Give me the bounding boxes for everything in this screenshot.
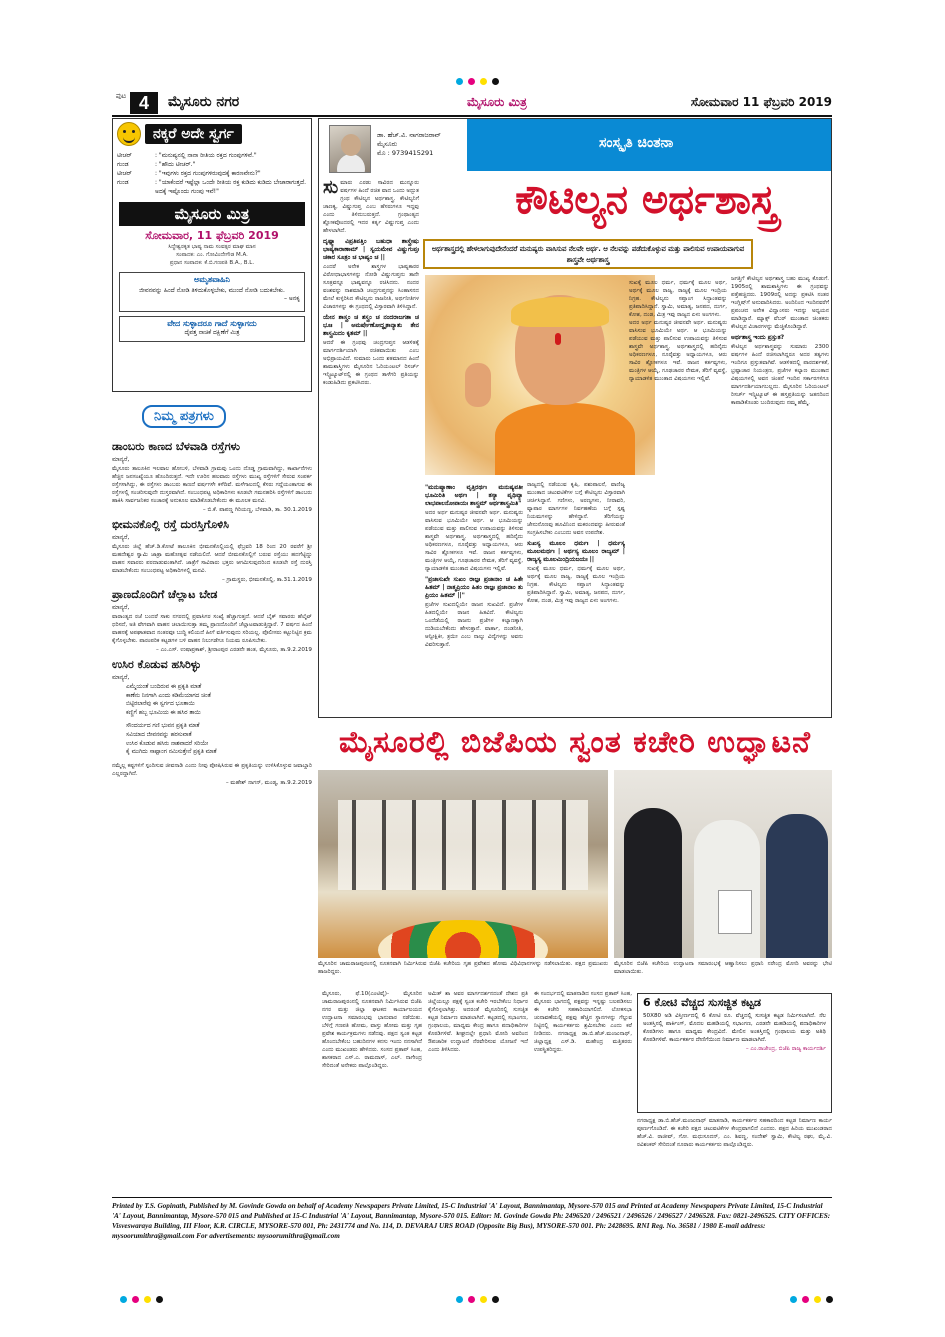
letter-salutation: ಮಾನ್ಯರೆ,	[112, 456, 130, 463]
drop-cap: ಸು	[323, 179, 339, 198]
registration-dots-bottom-right	[790, 1296, 833, 1303]
letter-salutation: ಮಾನ್ಯರೆ,	[112, 534, 130, 541]
poem-line: ಸೌಂದರ್ಯದ ಗಣಿ ಭುವನ ಪ್ರಕೃತಿ ಮಾತೆ	[126, 723, 200, 730]
page-header	[112, 92, 832, 114]
quote-box	[119, 272, 305, 312]
proverb-body: ದೈವತ್ತ ನಾಚಿಕೆ ದಕ್ಷಿಣೆಗೆ ಮಿತ್ರ	[184, 329, 240, 336]
author-name: ಡಾ. ಹೆಚ್.ವಿ. ನಾಗರಾಜರಾವ್	[377, 131, 441, 139]
letter-headline: ಭೀಮನಕೊಲ್ಲಿ ರಸ್ತೆ ದುರಸ್ತಿಗೊಳಿಸಿ	[112, 518, 229, 531]
article-verse: "ಮನುಷ್ಯಾಣಾಂ ವೃತ್ತಿರರ್ಥಃ ಮನುಷ್ಯವತೀ ಭೂಮಿರಿತಿ ಅರ್ಥಃ | ತಸ್ಯಾ ಪೃಥಿವ್ಯಾ ಲಾಭಪಾಲನೋಪಾಯಃ ಶಾಸ್ತ್ರಮ್ ಅರ್ಥಶಾಸ್ತ್ರಮಿತಿ"	[425, 484, 523, 507]
registration-dots-top	[456, 78, 499, 85]
pm-meeting-photo	[614, 770, 832, 958]
article-text: ಜಗತ್ತಿಗೆ ಕೌಟಿಲ್ಯನ ಅರ್ಥಶಾಸ್ತ್ರ ಬಹು ಮುಖ್ಯ ಕೊಡುಗೆ. 1905ರಲ್ಲಿ ಶಾಮಶಾಸ್ತ್ರಿಗಳು ಈ ಗ್ರಂಥವನ್ನು ಪತ್ತೆಹಚ್ಚಿದರು. 1909ರಲ್ಲಿ ಅದನ್ನು ಪ್ರಕಟಿಸಿ ನಂತರ ಇಂಗ್ಲಿಷ್‌ಗೆ ಅನುವಾದಿಸಿದರು. ಅಂದಿನಿಂದ ಇಂದಿನವರೆಗೆ ಪ್ರಪಂಚದ ಅನೇಕ ವಿದ್ವಾಂಸರು ಇದನ್ನು ಅಧ್ಯಯನ ಮಾಡಿದ್ದಾರೆ. ಮ್ಯಾಕ್ಸ್ ವೆಬರ್ ಮುಂತಾದ ಚಿಂತಕರು ಕೌಟಿಲ್ಯನ ವಿಚಾರಗಳನ್ನು ಮೆಚ್ಚಿಕೊಂಡಿದ್ದಾರೆ.	[731, 276, 829, 330]
masthead-date: ಸೋಮವಾರ, 11 ಫೆಬ್ರವರಿ 2019	[145, 229, 279, 242]
news-column-1: ಮೈಸೂರು, ಫೆ.10(ಎಂಟಿವೈ)- ಮೈಸೂರಿನ ಚಾಮರಾಜಪುರಂನಲ್ಲಿ ನೂತನವಾಗಿ ನಿರ್ಮಿಸಿರುವ ಬಿಜೆಪಿ ನಗರ ಮತ್ತು ಜಿಲ್ಲಾ ಘಟಕದ ಕಾರ್ಯಾಲಯದ ಉದ್ಘಾಟನಾ ಸಮಾರಂಭವು ಭಾನುವಾರ ನಡೆಯಿತು. ಬೆಳಿಗ್ಗೆ ಗಣಪತಿ ಹೋಮ, ವಾಸ್ತು ಹೋಮ ಮತ್ತು ಗೃಹ ಪ್ರವೇಶ ಕಾರ್ಯಕ್ರಮಗಳು ನಡೆದವು. ಪಕ್ಷದ ಸ್ವಂತ ಕಟ್ಟಡ ಹೊಂದಬೇಕೆಂಬ ಬಹುದಿನಗಳ ಕನಸು ಇಂದು ನನಸಾಗಿದೆ ಎಂದು ಮುಖಂಡರು ಹೇಳಿದರು. ಸಂಸದ ಪ್ರತಾಪ್ ಸಿಂಹ, ಶಾಸಕರಾದ ಎಸ್.ಎ. ರಾಮದಾಸ್, ಎಲ್. ನಾಗೇಂದ್ರ ಸೇರಿದಂತೆ ಅನೇಕರು ಪಾಲ್ಗೊಂಡಿದ್ದರು.	[322, 991, 422, 1069]
author-info	[377, 131, 441, 158]
news-column-3: ಈ ಸಂದರ್ಭದಲ್ಲಿ ಮಾತನಾಡಿದ ಸಂಸದ ಪ್ರತಾಪ್ ಸಿಂಹ, ಮೈಸೂರು ಭಾಗದಲ್ಲಿ ಪಕ್ಷವನ್ನು ಇನ್ನಷ್ಟು ಬಲಪಡಿಸಲು ಈ ಕಚೇರಿ ಸಹಕಾರಿಯಾಗಲಿದೆ. ಲೋಕಸಭಾ ಚುನಾವಣೆಯಲ್ಲಿ ಪಕ್ಷವು ಹೆಚ್ಚಿನ ಸ್ಥಾನಗಳನ್ನು ಗೆಲ್ಲುವ ನಿಟ್ಟಿನಲ್ಲಿ ಕಾರ್ಯಕರ್ತರು ಶ್ರಮಿಸಬೇಕು ಎಂದು ಕರೆ ನೀಡಿದರು. ನಗರಾಧ್ಯಕ್ಷ ಡಾ.ಬಿ.ಹೆಚ್.ಮಂಜುನಾಥ್, ಜಿಲ್ಲಾಧ್ಯಕ್ಷ ಎಸ್.ಡಿ. ಮಹೇಂದ್ರ ಮತ್ತಿತರರು ಉಪಸ್ಥಿತರಿದ್ದರು.	[534, 991, 632, 1053]
box-body: 50X80 ಅಡಿ ವಿಸ್ತೀರ್ಣದಲ್ಲಿ 6 ಕೋಟಿ ರೂ. ವೆಚ್ಚದಲ್ಲಿ ಸುಸಜ್ಜಿತ ಕಟ್ಟಡ ನಿರ್ಮಿಸಲಾಗಿದೆ. ನೆಲ ಅಂತಸ್ತಿನಲ್ಲಿ ಪಾರ್ಕಿಂಗ್, ಮೊದಲ ಮಹಡಿಯಲ್ಲಿ ಸಭಾಂಗಣ, ಎರಡನೇ ಮಹಡಿಯಲ್ಲಿ ಪದಾಧಿಕಾರಿಗಳ ಕೊಠಡಿಗಳು ಹಾಗೂ ಮಾಧ್ಯಮ ಕೇಂದ್ರವಿದೆ. ಮೇಲಿನ ಅಂತಸ್ತಿನಲ್ಲಿ ಗ್ರಂಥಾಲಯ ಮತ್ತು ಅತಿಥಿ ಕೊಠಡಿಗಳಿವೆ. ಕಾರ್ಯಕರ್ತರ ದೇಣಿಗೆಯಿಂದ ನಿರ್ಮಾಣ ಮಾಡಲಾಗಿದೆ.	[643, 1013, 826, 1043]
article-text: ರಾಜ್ಯದಲ್ಲಿ ನಡೆಯುವ ಕೃಷಿ, ಪಶುಪಾಲನೆ, ವಾಣಿಜ್ಯ ಮುಂತಾದ ಚಟುವಟಿಕೆಗಳ ಬಗ್ಗೆ ಕೌಟಿಲ್ಯನು ವಿಸ್ತಾರವಾಗಿ ಚರ್ಚಿಸಿದ್ದಾನೆ. ಗಣಿಗಳು, ಅರಣ್ಯಗಳು, ನೀರಾವರಿ, ವ್ಯಾಪಾರ ಮಾರ್ಗಗಳ ನಿರ್ವಹಣೆಯ ಬಗ್ಗೆ ಸ್ಪಷ್ಟ ನಿಯಮಗಳನ್ನು ಹೇಳಿದ್ದಾನೆ. ತೆರಿಗೆಯನ್ನು ಜೇನುನೊಣವು ಹೂವಿನಿಂದ ಮಕರಂದವನ್ನು ಹೀರುವಂತೆ ಸಂಗ್ರಹಿಸಬೇಕು ಎಂಬುದು ಅವನ ಉಪದೇಶ.	[527, 482, 625, 536]
article-subhead: ಅರ್ಥಶಾಸ್ತ್ರ ಇಂದು ಪ್ರಸ್ತುತ?	[731, 334, 785, 341]
print-line: Printed by T.S. Gopinath, Published by M. Govinde Gowda on behalf of Academy Newspapers Private Limited, 15-C Industrial 'A' Layout, Bannimantap, Mysore-570 015 and Printed at Academy Newspapers Private Limited, 15-C Industrial 'A' Layout, Bannimantap, Mysore-570 015 and Published at 15-C Industrial 'A' Layout, Bannimantap, Mysore-570 015. Editor: M. Govinde Gowda Ph: 2496520 / 2496521 / 2496526 / 2496527 / 2496528. Fax: 0821-2496525. CITY OFFICES: Visveswaraya Building, III Floor, K.R. CIRCLE, MYSORE-570 001, Ph: 2431774 and No. 114, D. DEVARAJ URS ROAD (Opposite Big Bus), MYSORE-570 001. Ph: 2428695. RNI Reg. No. 36581 / 1980 E-mail address: mysoorumithra@gmail.com For advertisements: mysoorumithra@gmail.com	[112, 1197, 832, 1241]
news-column-2: ಅಮಿತ್ ಶಾ ಅವರ ಮಾರ್ಗದರ್ಶನದಂತೆ ದೇಶದ ಪ್ರತಿ ಜಿಲ್ಲೆಯಲ್ಲೂ ಪಕ್ಷಕ್ಕೆ ಸ್ವಂತ ಕಚೇರಿ ಇರಬೇಕೆಂಬ ನಿರ್ಧಾರ ಕೈಗೊಳ್ಳಲಾಗಿತ್ತು. ಅದರಂತೆ ಮೈಸೂರಿನಲ್ಲಿ ಸುಸಜ್ಜಿತ ಕಟ್ಟಡ ನಿರ್ಮಾಣ ಮಾಡಲಾಗಿದೆ. ಕಟ್ಟಡದಲ್ಲಿ ಸಭಾಂಗಣ, ಗ್ರಂಥಾಲಯ, ಮಾಧ್ಯಮ ಕೇಂದ್ರ ಹಾಗೂ ಪದಾಧಿಕಾರಿಗಳ ಕೊಠಡಿಗಳಿವೆ. ಶೀಘ್ರದಲ್ಲೇ ಪ್ರಧಾನಿ ಮೋದಿ ಅವರಿಂದ ಔಪಚಾರಿಕ ಉದ್ಘಾಟನೆ ನೆರವೇರಿಸುವ ಯೋಜನೆ ಇದೆ ಎಂದು ತಿಳಿಸಿದರು.	[428, 991, 528, 1053]
masthead-name: ಮೈಸೂರು ಮಿತ್ರ	[119, 202, 305, 226]
masthead-editor: ಸಂಪಾದಕ: ಎಂ. ಗೋವಿಂದೇಗೌಡ M.A.	[176, 252, 248, 258]
letter-signature: – ಗ್ರಾಮಸ್ಥರು, ಭೀಮನಕೊಲ್ಲಿ, ತಾ.31.1.2019	[221, 577, 312, 583]
box-headline: 6 ಕೋಟಿ ವೆಚ್ಚದ ಸುಸಜ್ಜಿತ ಕಟ್ಟಡ	[643, 996, 762, 1009]
letters-section-title: ನಿಮ್ಮ ಪತ್ರಗಳು	[142, 405, 226, 428]
column-section-banner: ಸಂಸ್ಕೃತಿ ಚಿಂತನಾ	[467, 119, 831, 171]
article-headline: ಕೌಟಿಲ್ಯನ ಅರ್ಥಶಾಸ್ತ್ರ	[515, 177, 777, 223]
poem-line: ಸವಿಯಾದ ಜೀವನವನ್ನು ಹರಸುವಾತೆ	[126, 731, 192, 738]
letters-header	[112, 403, 312, 433]
author-phone: ಮೊ : 9739415291	[377, 149, 434, 157]
humor-line: : "ಮನುಷ್ಯನಲ್ಲಿ ನಾನಾ ರೀತಿಯ ರಕ್ತದ ಗುಂಪುಗಳಿವೆ."	[155, 152, 257, 159]
article-column-3	[527, 481, 625, 713]
article-text: ಪ್ರಜೆಗಳ ಸುಖದಲ್ಲಿಯೇ ರಾಜನ ಸುಖವಿದೆ. ಪ್ರಜೆಗಳ ಹಿತದಲ್ಲಿಯೇ ರಾಜನ ಹಿತವಿದೆ. ಕೌಟಿಲ್ಯನು ಒಂದೆಡೆಯಲ್ಲಿ ರಾಜನು ಪ್ರಜೆಗಳ ಕಲ್ಯಾಣಕ್ಕಾಗಿ ದುಡಿಯಬೇಕೆಂದು ಹೇಳುತ್ತಾನೆ. ವಾರ್ತಾ, ದಂಡನೀತಿ, ಆನ್ವೀಕ್ಷಿಕೀ, ತ್ರಯೀ ಎಂಬ ನಾಲ್ಕು ವಿದ್ಯೆಗಳನ್ನು ಅವನು ವಿವರಿಸುತ್ತಾನೆ.	[425, 602, 523, 648]
letter-salutation: ಮಾನ್ಯರೆ,	[112, 604, 130, 611]
article-column-5	[731, 275, 829, 713]
paper-name: ಮೈಸೂರು ಮಿತ್ರ	[467, 95, 527, 109]
page-label: ಪುಟ	[115, 92, 127, 100]
article-text: ಅದರ ಅರ್ಥ ಮನುಷ್ಯರ ಜೀವನವೇ ಅರ್ಥ. ಮನುಷ್ಯರು ವಾಸಿಸುವ ಭೂಮಿಯೇ ಅರ್ಥ. ಆ ಭೂಮಿಯನ್ನು ಪಡೆಯುವ ಮತ್ತು ಪಾಲಿಸುವ ಉಪಾಯವನ್ನು ತಿಳಿಸುವ ಶಾಸ್ತ್ರವೇ ಅರ್ಥಶಾಸ್ತ್ರ. ಅರ್ಥಶಾಸ್ತ್ರದಲ್ಲಿ ಹದಿನೈದು ಅಧಿಕರಣಗಳೂ, ನೂರೈವತ್ತು ಅಧ್ಯಾಯಗಳೂ, ಆರು ಸಾವಿರ ಶ್ಲೋಕಗಳೂ ಇವೆ. ರಾಜನ ಕರ್ತವ್ಯಗಳು, ಮಂತ್ರಿಗಳ ಆಯ್ಕೆ, ಗೂಢಚಾರರ ನೇಮಕ, ತೆರಿಗೆ ವ್ಯವಸ್ಥೆ, ನ್ಯಾಯಾಡಳಿತ ಮುಂತಾದ ವಿಷಯಗಳು ಇಲ್ಲಿವೆ.	[629, 320, 727, 382]
humor-title: ನಕ್ಕರೆ ಅದೇ ಸ್ವರ್ಗ	[145, 124, 242, 144]
news-headline: ಮೈಸೂರಲ್ಲಿ ಬಿಜೆಪಿಯ ಸ್ವಂತ ಕಚೇರಿ ಉದ್ಘಾಟನೆ	[339, 725, 811, 760]
article-text: ಸುಖಕ್ಕೆ ಮೂಲ ಧರ್ಮ, ಧರ್ಮಕ್ಕೆ ಮೂಲ ಅರ್ಥ, ಅರ್ಥಕ್ಕೆ ಮೂಲ ರಾಜ್ಯ, ರಾಜ್ಯಕ್ಕೆ ಮೂಲ ಇಂದ್ರಿಯ ನಿಗ್ರಹ. ಕೌಟಿಲ್ಯನು ಸಪ್ತಾಂಗ ಸಿದ್ಧಾಂತವನ್ನು ಪ್ರತಿಪಾದಿಸಿದ್ದಾನೆ. ಸ್ವಾಮಿ, ಅಮಾತ್ಯ, ಜನಪದ, ದುರ್ಗ, ಕೋಶ, ದಂಡ, ಮಿತ್ರ ಇವು ರಾಜ್ಯದ ಏಳು ಅಂಗಗಳು.	[527, 566, 625, 604]
letter-signature: – ಬಿ.ಕೆ. ಪಾಪಣ್ಣ ಗಿರಿಯಣ್ಣ, ಬೆಳವಾಡಿ, ತಾ. 30.1.2019	[202, 507, 312, 513]
page-date: ಸೋಮವಾರ 11 ಫೆಬ್ರವರಿ 2019	[690, 95, 832, 109]
chanakya-illustration	[425, 275, 655, 475]
humor-line: : "ಹೌದು ಟೀಚರ್."	[155, 161, 196, 168]
humor-speaker: ಟೀಚರ್	[117, 152, 132, 159]
photo-caption-2: ಮೈಸೂರಿನ ಬಿಜೆಪಿ ಕಚೇರಿಯ ಉದ್ಘಾಟನಾ ಸಮಾರಂಭಕ್ಕೆ ಆಹ್ವಾನಿಸಲು ಪ್ರಧಾನಿ ನರೇಂದ್ರ ಮೋದಿ ಅವರನ್ನು ಭೇಟಿ ಮಾಡಲಾಯಿತು.	[614, 961, 832, 975]
registration-dots-bottom-center	[456, 1296, 499, 1303]
article-column-2	[425, 481, 523, 713]
humor-line: : "ಯಾಕೆಂದರೆ ಇಷ್ಟೆಲ್ಲಾ ಒಂದೇ ರೀತಿಯ ರಕ್ತ ಕುಡಿದು ಕುಡಿದು ಬೇಜಾರಾಗುತ್ತದೆ. ಅದಕ್ಕೆ ಇಷ್ಟೊಂದು ಗುಂಪು ಇವೆ!"	[155, 179, 306, 195]
article-text: ಆದರೆ ಈ ಗ್ರಂಥವು ಚಂದ್ರಗುಪ್ತನ ಆಡಳಿತಕ್ಕೆ ಮಾರ್ಗದರ್ಶಿಯಾಗಿ ರಚಿತವಾಯಿತು ಎಂಬ ಅಭಿಪ್ರಾಯವಿದೆ. ಸುಮಾರು ಒಂದು ಶತಮಾನದ ಹಿಂದೆ ಶಾಮಶಾಸ್ತ್ರಿಗಳು ಮೈಸೂರಿನ ಓರಿಯಂಟಲ್ ರಿಸರ್ಚ್ ಇನ್ಸ್ಟಿಟ್ಯೂಟ್‌ನಲ್ಲಿ ಈ ಗ್ರಂಥದ ತಾಳೆಗರಿ ಪ್ರತಿಯನ್ನು ಕಂಡುಹಿಡಿದು ಪ್ರಕಟಿಸಿದರು.	[323, 340, 419, 386]
poem	[112, 683, 312, 757]
photo-caption-1: ಮೈಸೂರಿನ ಚಾಮರಾಜಪುರಂನಲ್ಲಿ ನೂತನವಾಗಿ ನಿರ್ಮಿಸಿರುವ ಬಿಜೆಪಿ ಕಚೇರಿಯ ಗೃಹ ಪ್ರವೇಶದ ಹೋಮ ವಿಧಿವಿಧಾನಗಳನ್ನು ನಡೆಸಲಾಯಿತು. ಪಕ್ಷದ ಪ್ರಮುಖರು ಹಾಜರಿದ್ದರು.	[318, 961, 608, 975]
letter-body: ವಾರಾಂತ್ಯದ ರಜೆ ಬಂದರೆ ಸಾಕು ನಗರದಲ್ಲಿ ಪ್ರವಾಸಿಗರ ಸಂಖ್ಯೆ ಹೆಚ್ಚಾಗುತ್ತದೆ. ಆದರೆ ಬೈಕ್ ಸವಾರರು ಹೆಲ್ಮೆಟ್ ಧರಿಸದೆ, ಅತಿ ವೇಗವಾಗಿ ವಾಹನ ಚಲಾಯಿಸುತ್ತಾ ತಮ್ಮ ಪ್ರಾಣದೊಂದಿಗೆ ಚೆಲ್ಲಾಟವಾಡುತ್ತಿದ್ದಾರೆ. 7 ವರ್ಷದ ಹಿಂದೆ ವಾಹನಕ್ಕೆ ಅಪಘಾತವಾದ ನಂತರವೂ ಬುದ್ಧಿ ಕಲಿಯದೆ ಹೀಗೆ ವರ್ತಿಸುವುದು ಸರಿಯಲ್ಲ. ಪೊಲೀಸರು ಕಟ್ಟುನಿಟ್ಟಿನ ಕ್ರಮ ಕೈಗೊಳ್ಳಬೇಕು. ಪಾರಂಪರಿಕ ಕಟ್ಟಡಗಳ ಬಳಿ ವಾಹನ ನಿಲುಗಡೆಗೂ ನಿಯಮ ರೂಪಿಸಬೇಕು.	[112, 614, 312, 644]
article-column-1	[323, 179, 419, 713]
article-text: ಎಂದರೆ ಅನೇಕ ಶಾಸ್ತ್ರಗಳ ಭಾಷ್ಯಕಾರರ ವಿರೋಧಾಭಾಸಗಳನ್ನು ನೋಡಿ ವಿಷ್ಣುಗುಪ್ತನು ತಾನೇ ಸೂತ್ರವನ್ನೂ ಭಾಷ್ಯವನ್ನೂ ರಚಿಸಿದನು. ನಂದರ ವಂಶವನ್ನು ನಾಶಮಾಡಿ ಚಂದ್ರಗುಪ್ತನನ್ನು ಸಿಂಹಾಸನದ ಮೇಲೆ ಕುಳ್ಳಿರಿಸಿದ ಕೌಟಿಲ್ಯನು ರಾಜನೀತಿ, ಅರ್ಥನೀತಿಗಳ ವಿಚಾರಗಳನ್ನು ಈ ಗ್ರಂಥದಲ್ಲಿ ವಿಸ್ತಾರವಾಗಿ ತಿಳಿಸಿದ್ದಾನೆ.	[323, 264, 419, 310]
poem-line: ಕಣ್ಣಿಗೆ ಹಬ್ಬ ಭೂಮಿಯ ಈ ಹಸಿರ ತಾಯಿ	[126, 709, 201, 716]
news-column-4: ನಗರಾಧ್ಯಕ್ಷ ಡಾ.ಬಿ.ಹೆಚ್.ಮಂಜುನಾಥ್ ಮಾತನಾಡಿ, ಕಾರ್ಯಕರ್ತರ ಸಹಕಾರದಿಂದ ಕಟ್ಟಡ ನಿರ್ಮಾಣ ಕಾರ್ಯ ಪೂರ್ಣಗೊಂಡಿದೆ. ಈ ಕಚೇರಿ ಪಕ್ಷದ ಚಟುವಟಿಕೆಗಳ ಕೇಂದ್ರವಾಗಲಿದೆ ಎಂದರು. ಪಕ್ಷದ ಹಿರಿಯ ಮುಖಂಡರಾದ ಹೆಚ್.ವಿ. ರಾಜೀವ್, ಗೋ. ಮಧುಸೂದನ್, ಎಂ. ಶಿವಣ್ಣ, ಸಂದೇಶ್ ಸ್ವಾಮಿ, ಕೌಟಿಲ್ಯ ರಘು, ಮೈ.ವಿ. ರವಿಶಂಕರ್ ಸೇರಿದಂತೆ ನೂರಾರು ಕಾರ್ಯಕರ್ತರು ಪಾಲ್ಗೊಂಡಿದ್ದರು.	[637, 1118, 832, 1148]
article-verse: "ಪ್ರಜಾಸುಖೇ ಸುಖಂ ರಾಜ್ಞಃ ಪ್ರಜಾನಾಂ ಚ ಹಿತೇ ಹಿತಮ್ | ನಾತ್ಮಪ್ರಿಯಂ ಹಿತಂ ರಾಜ್ಞಃ ಪ್ರಜಾನಾಂ ತು ಪ್ರಿಯಂ ಹಿತಮ್ ||"	[425, 576, 523, 599]
letters-column	[112, 436, 312, 1193]
letter-body: ಮೈಸೂರು ಜಿಲ್ಲೆ ಹೆಚ್.ಡಿ.ಕೋಟೆ ತಾಲೂಕಿನ ಭೀಮನಕೊಲ್ಲಿಯಲ್ಲಿ ಫೆಬ್ರವರಿ 18 ರಿಂದ 20 ರವರೆಗೆ ಶ್ರೀ ಮಹದೇಶ್ವರ ಸ್ವಾಮಿ ಜಾತ್ರಾ ಮಹೋತ್ಸವ ನಡೆಯಲಿದೆ. ಆದರೆ ಬೀಮನಕೊಲ್ಲಿಗೆ ಬರುವ ರಸ್ತೆಯು ಹದಗೆಟ್ಟಿದ್ದು ವಾಹನ ಸವಾರರು ಪರದಾಡುವಂತಾಗಿದೆ. ಜಾತ್ರೆಗೆ ಸಾವಿರಾರು ಭಕ್ತರು ಆಗಮಿಸುವುದರಿಂದ ಕೂಡಲೇ ರಸ್ತೆ ದುರಸ್ತಿ ಮಾಡಬೇಕೆಂದು ಸಂಬಂಧಪಟ್ಟ ಅಧಿಕಾರಿಗಳಲ್ಲಿ ಮನವಿ.	[112, 544, 312, 574]
registration-dots-bottom-left	[120, 1296, 163, 1303]
page-number: 4	[130, 92, 158, 114]
article-text: ಮಾರು ಎರಡು ಸಾವಿರದ ಮುನ್ನೂರು ವರ್ಷಗಳ ಹಿಂದೆ ರಚಿತ ವಾದ ಒಂದು ಅದ್ಭುತ ಗ್ರಂಥ ಕೌಟಿಲ್ಯನ ಅರ್ಥಶಾಸ್ತ್ರ. ಕೌಟಿಲ್ಯನಿಗೆ ಚಾಣಕ್ಯ, ವಿಷ್ಣುಗುಪ್ತ ಎಂಬ ಹೆಸರುಗಳೂ ಇದ್ದವು ಎಂದು ತಿಳಿದುಬರುತ್ತದೆ. ಗ್ರಂಥಾಂತ್ಯದ ಶ್ಲೋಕವೊಂದರಲ್ಲಿ ಇದರ ಕರ್ತೃ ವಿಷ್ಣುಗುಪ್ತ ಎಂದು ಹೇಳಲಾಗಿದೆ.	[323, 180, 419, 234]
letter-signature: – ಮಹೇಶ್ ನಾಗನ್, ಮಂಡ್ಯ, ತಾ.9.2.2019	[225, 779, 312, 786]
quote-title: ಅಮೃತವಾಹಿನಿ	[194, 275, 230, 284]
article-text: ಸುಖಕ್ಕೆ ಮೂಲ ಧರ್ಮ, ಧರ್ಮಕ್ಕೆ ಮೂಲ ಅರ್ಥ, ಅರ್ಥಕ್ಕೆ ಮೂಲ ರಾಜ್ಯ, ರಾಜ್ಯಕ್ಕೆ ಮೂಲ ಇಂದ್ರಿಯ ನಿಗ್ರಹ. ಕೌಟಿಲ್ಯನು ಸಪ್ತಾಂಗ ಸಿದ್ಧಾಂತವನ್ನು ಪ್ರತಿಪಾದಿಸಿದ್ದಾನೆ. ಸ್ವಾಮಿ, ಅಮಾತ್ಯ, ಜನಪದ, ದುರ್ಗ, ಕೋಶ, ದಂಡ, ಮಿತ್ರ ಇವು ರಾಜ್ಯದ ಏಳು ಅಂಗಗಳು.	[629, 280, 727, 318]
poem-line: ಉಸಿರ ಕೊಡುವ ಹಸಿರು ನಾಶವಾದರೆ ಸರಿಯೇ	[126, 740, 209, 747]
letter-signature: – ಎಂ.ಎಸ್. ಉಷಾಪ್ರಕಾಶ್, ಶ್ರೀರಾಂಪುರ ಎರಡನೇ ಹಂತ, ಮೈಸೂರು, ತಾ.9.2.2019	[156, 647, 312, 653]
humor-speaker: ಗುಂಡ	[117, 179, 129, 186]
author-photo	[329, 125, 371, 173]
poem-line: ಕೈ ಮುಗಿದು ಸಾಷ್ಟಾಂಗ ನಮಿಸುತ್ತೇನೆ ಪ್ರಕೃತಿ ಮಾತೆ	[126, 749, 217, 756]
poem-line: ಎಮ್ಮೆಯಂತೆ ಬಂದಿರುವ ಈ ಪ್ರಕೃತಿ ಮಾತೆ	[126, 684, 202, 690]
article-verse: ಯೇನ ಶಾಸ್ತ್ರಂ ಚ ಶಸ್ತ್ರಂ ಚ ನಂದರಾಜಗತಾ ಚ ಭೂಃ | ಅಮರ್ಷೇಣೋದ್ಧೃತಾನ್ಯಾಶು ತೇನ ಶಾಸ್ತ್ರಮಿದಂ ಕೃತಮ್ ||	[323, 314, 419, 337]
masthead-calendar: ಸಿದ್ಧೇಶ್ವರಕೃತ ಭಾಷ್ಯ ನಾಮ ಸಂವತ್ಸರ ಮಾಘ ಮಾಸ	[168, 244, 256, 250]
article-deck: ಅರ್ಥಶಾಸ್ತ್ರದಲ್ಲಿ ಹೇಳಲಾಗುವುದೇನೆಂದರೆ ಮನುಷ್ಯರು ವಾಸಿಸುವ ನೆಲವೇ ಅರ್ಥ. ಆ ನೆಲವನ್ನು ಪಡೆದುಕೊಳ್ಳುವ ಮತ್ತು ಪಾಲಿಸುವ ಉಪಾಯವಾಗುವ ಶಾಸ್ತ್ರವೇ ಅರ್ಥಶಾಸ್ತ್ರ	[423, 239, 753, 269]
humor-line: : "ಇವುಗಳು ರಕ್ತದ ಗುಂಪುಗಳಿರುವುದಕ್ಕೆ ಕಾರಣವೇನು?"	[155, 170, 261, 177]
humor-box	[112, 118, 312, 392]
article-verse: ದೃಷ್ಟ್ವಾ ವಿಪ್ರತಿಪತ್ತಿಂ ಬಹುಧಾ ಶಾಸ್ತ್ರೇಷು ಭಾಷ್ಯಕಾರಾಣಾಮ್ | ಸ್ವಯಮೇವ ವಿಷ್ಣುಗುಪ್ತಃ ಚಕಾರ ಸೂತ್ರಂ ಚ ಭಾಷ್ಯಂ ಚ ||	[323, 238, 419, 261]
quote-body: ಜೀವನವನ್ನು ಹಿಂದೆ ನೋಡಿ ತಿಳಿದುಕೊಳ್ಳಬೇಕು, ಮುಂದೆ ನೋಡಿ ಬದುಕಬೇಕು.	[139, 287, 285, 294]
box-signature: – ಎಂ.ರಾಜೇಂದ್ರ, ಬಿಜೆಪಿ ರಾಜ್ಯ ಕಾರ್ಯದರ್ಶಿ	[745, 1046, 826, 1052]
masthead	[119, 202, 305, 267]
letter-body: ನಮ್ಮೆಲ್ಲ ಕಷ್ಟಗಳಿಗೆ ಸ್ಪಂದಿಸುವ ಜೀವನಾಡಿ ಎಂದು ನೀವು ಪೋಷಿಸಿರುವ ಈ ಪ್ರಕೃತಿಯನ್ನು ಉಳಿಸಿಕೊಳ್ಳುವ ಜವಾಬ್ದಾರಿ ಎಲ್ಲರದ್ದಾಗಿದೆ.	[112, 762, 312, 777]
poem-line: ಬಿಟ್ಟಿರಲಾರೆವು ಈ ಸ್ವರ್ಗದ ಭೂತಾಯಿ	[126, 701, 195, 708]
article-text: ಕೌಟಿಲ್ಯನ ಅರ್ಥಶಾಸ್ತ್ರವನ್ನು ಸುಮಾರು 2300 ವರ್ಷಗಳ ಹಿಂದೆ ರಚಿಸಲಾಗಿದ್ದರೂ ಅದರ ತತ್ವಗಳು ಇಂದಿಗೂ ಪ್ರಸ್ತುತವಾಗಿವೆ. ಆಡಳಿತದಲ್ಲಿ ಪಾರದರ್ಶಕತೆ, ಭ್ರಷ್ಟಾಚಾರ ನಿಯಂತ್ರಣ, ಪ್ರಜೆಗಳ ಕಲ್ಯಾಣ ಮುಂತಾದ ವಿಷಯಗಳಲ್ಲಿ ಅವನ ಚಿಂತನೆ ಇಂದಿನ ಸರ್ಕಾರಗಳಿಗೂ ಮಾರ್ಗದರ್ಶಿಯಾಗಬಲ್ಲದು. ಮೈಸೂರಿನ ಓರಿಯಂಟಲ್ ರಿಸರ್ಚ್ ಇನ್ಸ್ಟಿಟ್ಯೂಟ್ ಈ ಹಸ್ತಪ್ರತಿಯನ್ನು ಜತನದಿಂದ ಕಾಪಾಡಿಕೊಂಡು ಬಂದಿರುವುದು ನಮ್ಮ ಹೆಮ್ಮೆ.	[731, 344, 829, 406]
feature-article	[318, 118, 832, 718]
masthead-chief-editor: ಪ್ರಧಾನ ಸಂಪಾದಕ: ಕೆ.ಬಿ.ಗಣಪತಿ B.A., B.L.	[169, 260, 255, 266]
letter-headline: ಉಸಿರ ಕೊಡುವ ಹಸಿರಿಳ್ಳು	[112, 658, 201, 671]
header-rule	[112, 115, 832, 117]
article-column-4	[629, 279, 727, 713]
laughing-face-icon	[117, 122, 141, 146]
author-city: ಮೈಸೂರು	[377, 140, 398, 148]
humor-dialogue	[113, 149, 311, 198]
article-verse: ಸುಖಸ್ಯ ಮೂಲಂ ಧರ್ಮಃ | ಧರ್ಮಸ್ಯ ಮೂಲಮರ್ಥಃ | ಅರ್ಥಸ್ಯ ಮೂಲಂ ರಾಜ್ಯಮ್ | ರಾಜ್ಯಸ್ಯ ಮೂಲಮಿಂದ್ರಿಯಜಯಃ ||	[527, 540, 625, 563]
proverb-title: ವೇದ ಸುಳ್ಳಾದರೂ ಗಾದೆ ಸುಳ್ಳಾಗದು	[167, 319, 257, 328]
poem-line: ಕಾಣೆನು ನಿನಗಾಗಿ ಎಂದು ಕಡಿಮೆಯಾಗದ ಚಿಂತೆ	[126, 692, 211, 699]
page-section-city: ಮೈಸೂರು ನಗರ	[168, 94, 240, 110]
article-text: ಅದರ ಅರ್ಥ ಮನುಷ್ಯರ ಜೀವನವೇ ಅರ್ಥ. ಮನುಷ್ಯರು ವಾಸಿಸುವ ಭೂಮಿಯೇ ಅರ್ಥ. ಆ ಭೂಮಿಯನ್ನು ಪಡೆಯುವ ಮತ್ತು ಪಾಲಿಸುವ ಉಪಾಯವನ್ನು ತಿಳಿಸುವ ಶಾಸ್ತ್ರವೇ ಅರ್ಥಶಾಸ್ತ್ರ. ಅರ್ಥಶಾಸ್ತ್ರದಲ್ಲಿ ಹದಿನೈದು ಅಧಿಕರಣಗಳೂ, ನೂರೈವತ್ತು ಅಧ್ಯಾಯಗಳೂ, ಆರು ಸಾವಿರ ಶ್ಲೋಕಗಳೂ ಇವೆ. ರಾಜನ ಕರ್ತವ್ಯಗಳು, ಮಂತ್ರಿಗಳ ಆಯ್ಕೆ, ಗೂಢಚಾರರ ನೇಮಕ, ತೆರಿಗೆ ವ್ಯವಸ್ಥೆ, ನ್ಯಾಯಾಡಳಿತ ಮುಂತಾದ ವಿಷಯಗಳು ಇಲ್ಲಿವೆ.	[425, 510, 523, 572]
office-ceremony-photo	[318, 770, 608, 958]
humor-speaker: ಗುಂಡ	[117, 161, 129, 168]
quote-author: – ಅನಕೃ	[284, 295, 300, 302]
letter-headline: ಡಾಂಬರು ಕಾಣದ ಬೆಳವಾಡಿ ರಸ್ತೆಗಳು	[112, 440, 241, 453]
proverb-box	[119, 316, 305, 342]
letter-salutation: ಮಾನ್ಯರೆ,	[112, 674, 130, 681]
building-cost-box	[637, 993, 832, 1113]
humor-speaker: ಟೀಚರ್	[117, 170, 132, 177]
letter-headline: ಪ್ರಾಣದೊಂದಿಗೆ ಚೆಲ್ಲಾಟ ಬೇಡ	[112, 588, 218, 601]
letter-body: ಮೈಸೂರು ತಾಲೂಕಿನ ಇಲವಾಲ ಹೋಬಳಿ, ಬೆಳವಾಡಿ ಗ್ರಾಮವು ಒಂದು ದೊಡ್ಡ ಗ್ರಾಮವಾಗಿದ್ದು, ಕಾರ್ಖಾನೆಗಳು ಹೆಚ್ಚಿನ ಜನಸಂಖ್ಯೆಯೂ ಹೊಂದಿರುತ್ತದೆ. ಇದೇ ಊರಿನ ಹಲವಾರು ರಸ್ತೆಗಳು ಮುಖ್ಯ ರಸ್ತೆಗಳಿಗೆ ಸೇರುವ ಸಂಪರ್ಕ ರಸ್ತೆಗಳಾಗಿದ್ದು, ಈ ರಸ್ತೆಗಳು ಡಾಂಬರು ಕಾಣದೆ ವರ್ಷಗಳೇ ಕಳೆದಿವೆ. ಮಳೆಗಾಲದಲ್ಲಿ ಕೆಸರು ಗದ್ದೆಯಂತಾಗುವ ಈ ರಸ್ತೆಗಳಲ್ಲಿ ಸಂಚರಿಸುವುದೇ ದುಸ್ತರವಾಗಿದೆ. ಸಂಬಂಧಪಟ್ಟ ಅಧಿಕಾರಿಗಳು ಕೂಡಲೇ ಗಮನಹರಿಸಿ ರಸ್ತೆಗಳಿಗೆ ಡಾಂಬರು ಹಾಕಿಸಿ ಸಾರ್ವಜನಿಕರ ಸಂಚಾರಕ್ಕೆ ಅನುಕೂಲ ಮಾಡಿಕೊಡಬೇಕೆಂದು ಈ ಮೂಲಕ ಮನವಿ.	[112, 466, 312, 504]
